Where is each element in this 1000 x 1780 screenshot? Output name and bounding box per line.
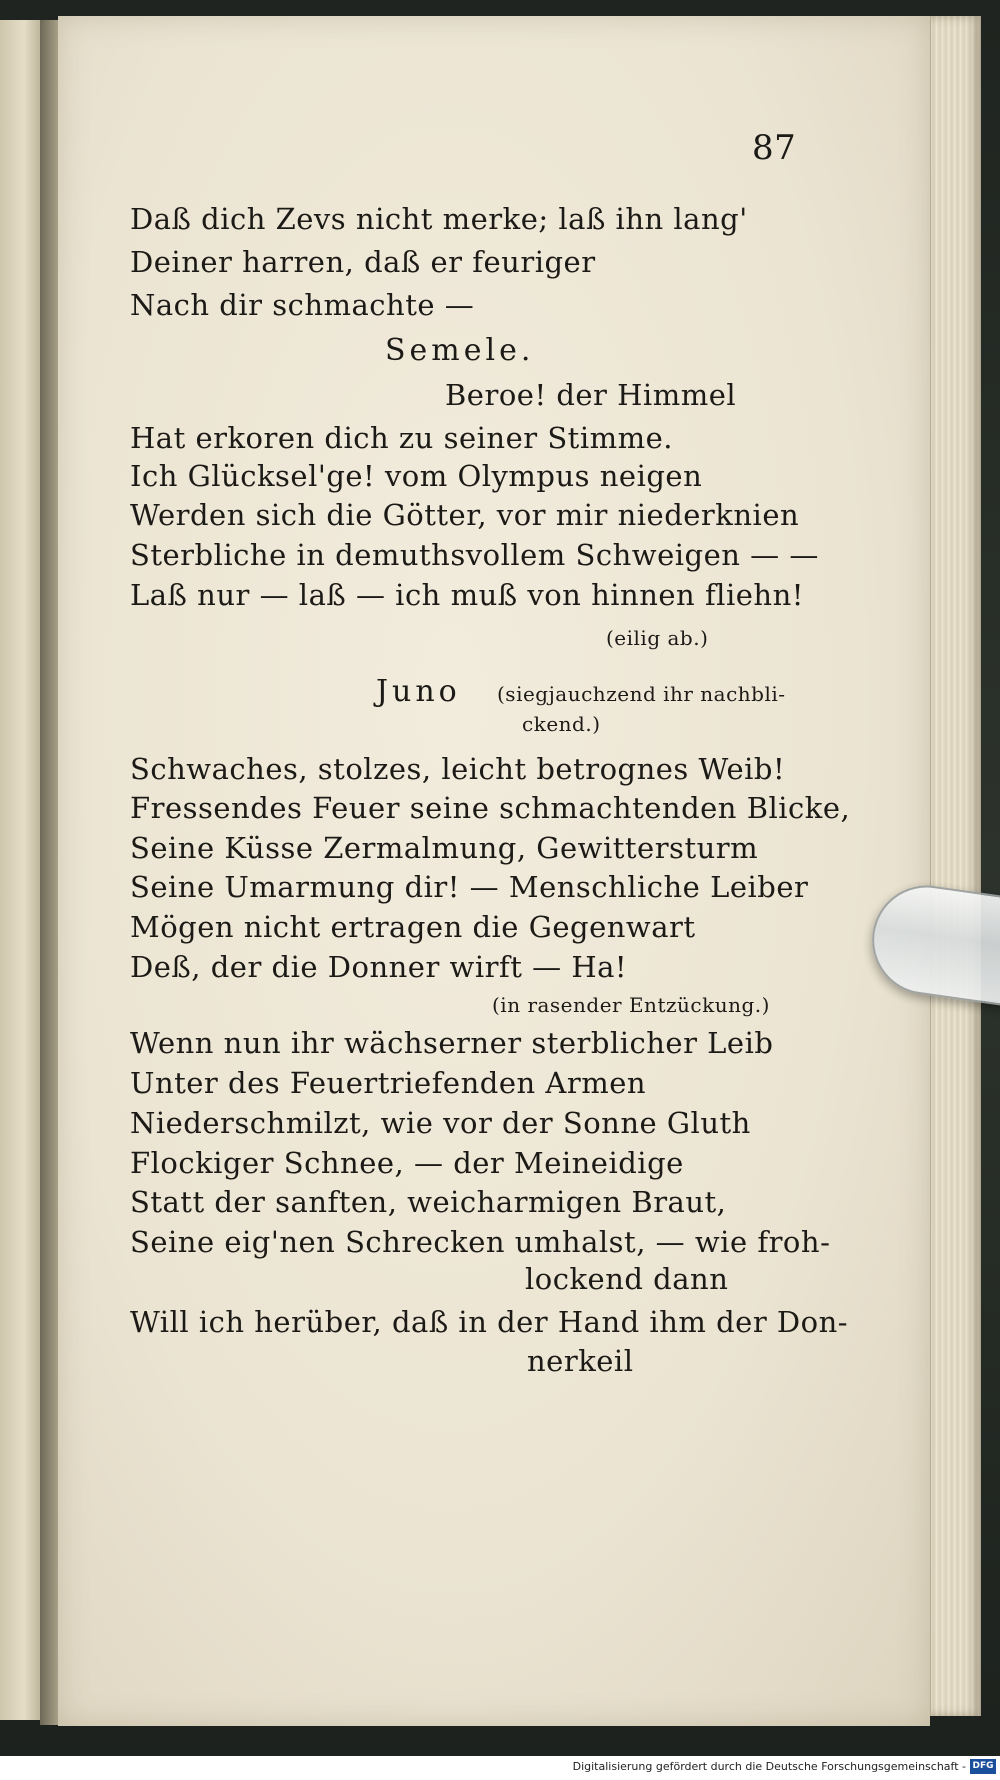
text-line: nerkeil bbox=[527, 1344, 634, 1378]
stage-direction: ckend.) bbox=[522, 712, 601, 736]
text-line: Schwaches, stolzes, leicht betrognes Weib! bbox=[130, 752, 786, 786]
text-line: Beroe! der Himmel bbox=[445, 378, 737, 412]
page-number: 87 bbox=[752, 128, 797, 168]
text-line: Laß nur — laß — ich muß von hinnen fliehn! bbox=[130, 578, 804, 612]
text-line: Werden sich die Götter, vor mir niederknien bbox=[130, 498, 800, 532]
stage-direction: (eilig ab.) bbox=[606, 626, 709, 650]
text-line: Seine Umarmung dir! — Menschliche Leiber bbox=[130, 870, 809, 904]
text-line: Deß, der die Donner wirft — Ha! bbox=[130, 950, 628, 984]
text-line: Daß dich Zevs nicht merke; laß ihn lang' bbox=[130, 202, 748, 236]
speaker-name: Semele. bbox=[385, 333, 535, 368]
text-line: lockend dann bbox=[525, 1262, 729, 1296]
text-line: Niederschmilzt, wie vor der Sonne Gluth bbox=[130, 1106, 751, 1140]
text-line: Wenn nun ihr wächserner sterblicher Leib bbox=[130, 1026, 774, 1060]
text-line: Flockiger Schnee, — der Meineidige bbox=[130, 1146, 684, 1180]
text-line: Sterbliche in demuthsvollem Schweigen — — bbox=[130, 538, 819, 572]
text-line: Mögen nicht ertragen die Gegenwart bbox=[130, 910, 696, 944]
text-line: Seine Küsse Zermalmung, Gewittersturm bbox=[130, 831, 759, 865]
text-line: Fressendes Feuer seine schmachtenden Blicke, bbox=[130, 791, 851, 825]
text-line: Nach dir schmachte — bbox=[130, 288, 475, 322]
text-line: Hat erkoren dich zu seiner Stimme. bbox=[130, 421, 673, 455]
text-line: Ich Glücksel'ge! vom Olympus neigen bbox=[130, 459, 703, 493]
text-line: Statt der sanften, weicharmigen Braut, bbox=[130, 1185, 727, 1219]
speaker-name: Juno bbox=[376, 674, 461, 709]
text-line: Seine eig'nen Schrecken umhalst, — wie froh- bbox=[130, 1225, 831, 1259]
dfg-logo: DFG bbox=[970, 1759, 996, 1774]
text-line: Deiner harren, daß er feuriger bbox=[130, 245, 596, 279]
stage-direction: (in rasender Entzückung.) bbox=[492, 993, 770, 1017]
text-line: Unter des Feuertriefenden Armen bbox=[130, 1066, 647, 1100]
stage-direction: (siegjauchzend ihr nachbli- bbox=[497, 682, 786, 706]
digitization-credit: Digitalisierung gefördert durch die Deutsche Forschungsgemeinschaft - bbox=[572, 1760, 966, 1773]
text-line: Will ich herüber, daß in der Hand ihm der Don- bbox=[130, 1305, 849, 1339]
